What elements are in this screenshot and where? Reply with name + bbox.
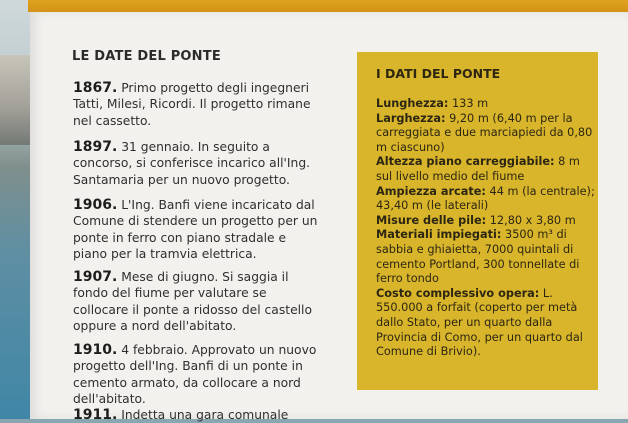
data-item bbox=[376, 287, 598, 360]
entry-year: 1867. bbox=[73, 80, 118, 96]
data-label: Lunghezza: bbox=[376, 97, 449, 110]
entry-year: 1907. bbox=[73, 269, 118, 285]
entry-text: Mese di giugno. Si saggia il fondo del fiume per valutare se collocare il ponte a ridosso del castello oppure a nord dell'abitato. bbox=[73, 270, 312, 333]
bridge-data-list bbox=[376, 97, 598, 360]
data-value: 12,80 x 3,80 m bbox=[486, 213, 576, 227]
entry-year: 1906. bbox=[73, 197, 118, 213]
bridge-data-box bbox=[357, 52, 598, 390]
entry-text: 31 gennaio. In seguito a concorso, si conferisce incarico all'Ing. Santamaria per un nuovo progetto. bbox=[73, 140, 311, 187]
background-building bbox=[0, 55, 30, 145]
data-value: L. 550.000 a forfait (coperto per metà dallo Stato, per un quarto dalla Provincia di Como, per un quarto dal Comune di Brivio). bbox=[376, 286, 583, 359]
data-label: Ampiezza arcate: bbox=[376, 184, 486, 198]
data-label: Materiali impiegati: bbox=[376, 228, 502, 242]
entry-year: 1911. bbox=[73, 407, 118, 423]
data-item bbox=[376, 228, 598, 286]
data-item bbox=[376, 155, 598, 184]
data-label: Misure delle pile: bbox=[376, 213, 487, 227]
data-item bbox=[376, 97, 598, 112]
data-value: 9,20 m (6,40 m per la carreggiata e due marciapiedi da 0,80 m ciascuno) bbox=[376, 111, 593, 154]
date-entry bbox=[73, 197, 321, 262]
entry-text: Indetta una gara comunale bbox=[117, 408, 289, 422]
date-entry bbox=[73, 80, 321, 129]
data-value: 8 m sul livello medio del fiume bbox=[376, 155, 580, 183]
data-item bbox=[376, 214, 598, 229]
bridge-data-title: I DATI DEL PONTE bbox=[376, 66, 501, 81]
data-label: Costo complessivo opera: bbox=[376, 286, 540, 300]
data-value: 133 m bbox=[448, 97, 489, 110]
data-value: 44 m (la centrale); 43,40 m (le laterali) bbox=[376, 184, 595, 213]
entry-text: Primo progetto degli ingegneri Tatti, Milesi, Ricordi. Il progetto rimane nel cassetto. bbox=[73, 81, 311, 128]
dates-heading: LE DATE DEL PONTE bbox=[72, 49, 221, 64]
date-entry bbox=[73, 139, 321, 188]
sign-top-band bbox=[28, 0, 628, 12]
entry-year: 1910. bbox=[73, 342, 118, 358]
data-item bbox=[376, 185, 598, 214]
entry-text: 4 febbraio. Approvato un nuovo progetto dell'Ing. Banfi di un ponte in cemento armato, da collocare a nord dell'abitato. bbox=[73, 343, 317, 406]
date-entry bbox=[73, 269, 321, 334]
data-label: Larghezza: bbox=[376, 111, 446, 125]
data-item bbox=[376, 112, 598, 156]
date-entry bbox=[73, 342, 321, 407]
data-value: 3500 m³ di sabbia e ghiaietta, 7000 quintali di cemento Portland, 300 tonnellate di ferro tondo bbox=[376, 228, 580, 286]
data-label: Altezza piano carreggiabile: bbox=[376, 155, 555, 169]
date-entry bbox=[73, 407, 321, 423]
entry-year: 1897. bbox=[73, 139, 118, 155]
entry-text: L'Ing. Banfi viene incaricato dal Comune di stendere un progetto per un ponte in ferro con piano stradale e piano per la tramvia elettrica. bbox=[73, 198, 318, 261]
